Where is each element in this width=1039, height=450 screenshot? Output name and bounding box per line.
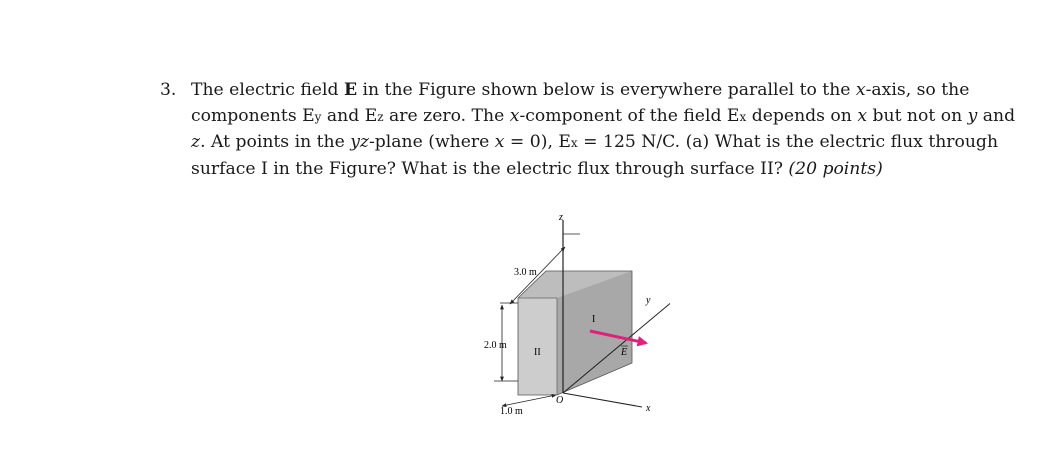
text-part: depends on [746,105,858,126]
variable: x [509,105,520,126]
points-note: (20 points) [788,158,883,179]
origin-label: O [556,395,564,406]
subscript: z [377,109,384,124]
flux-box-figure [470,205,670,420]
variable: x [855,80,866,100]
variable: yz [350,132,369,152]
depth-dimension-label: 3.0 m [514,267,537,278]
problem-number: 3. [160,80,177,100]
text-part: -component of the field E [519,105,740,126]
x-axis-line [563,393,642,407]
text-part: -axis, so the components E [191,80,970,126]
variable: x [494,132,505,152]
surface-ii-label: II [534,347,541,358]
subscript: x [739,109,747,124]
text-part: The electric field [191,80,344,100]
height-dimension-label: 2.0 m [484,340,507,351]
subscript: x [570,136,578,150]
text-part: = 125 N/C. (a) What is the electric flux through surface I in the Figure? What is the electric flux through surface II? [191,132,999,179]
problem-text [191,78,1020,182]
variable: z [191,132,201,152]
y-axis-label: y [646,295,651,306]
text-part: are zero. The [383,105,510,126]
text-part: and [977,105,1016,126]
text-part: . At points in the [200,132,351,152]
width-dimension-line [502,395,556,406]
text-part: in the Figure shown below is everywhere parallel to the [357,80,856,100]
problem-3 [160,78,1020,182]
variable: y [967,105,978,126]
variable: x [857,105,868,126]
text-part: and E [321,105,378,126]
field-symbol-bold: E [343,80,358,100]
field-vector-label: E [621,347,628,358]
subscript: y [314,109,322,124]
surface-i-label: I [592,314,596,325]
width-dimension-label: 1.0 m [500,406,523,417]
x-axis-label: x [646,403,651,414]
z-axis-label: z [559,212,563,223]
text-part: = 0), E [504,132,571,152]
text-part: but not on [867,105,968,126]
text-part: -plane (where [368,132,495,152]
